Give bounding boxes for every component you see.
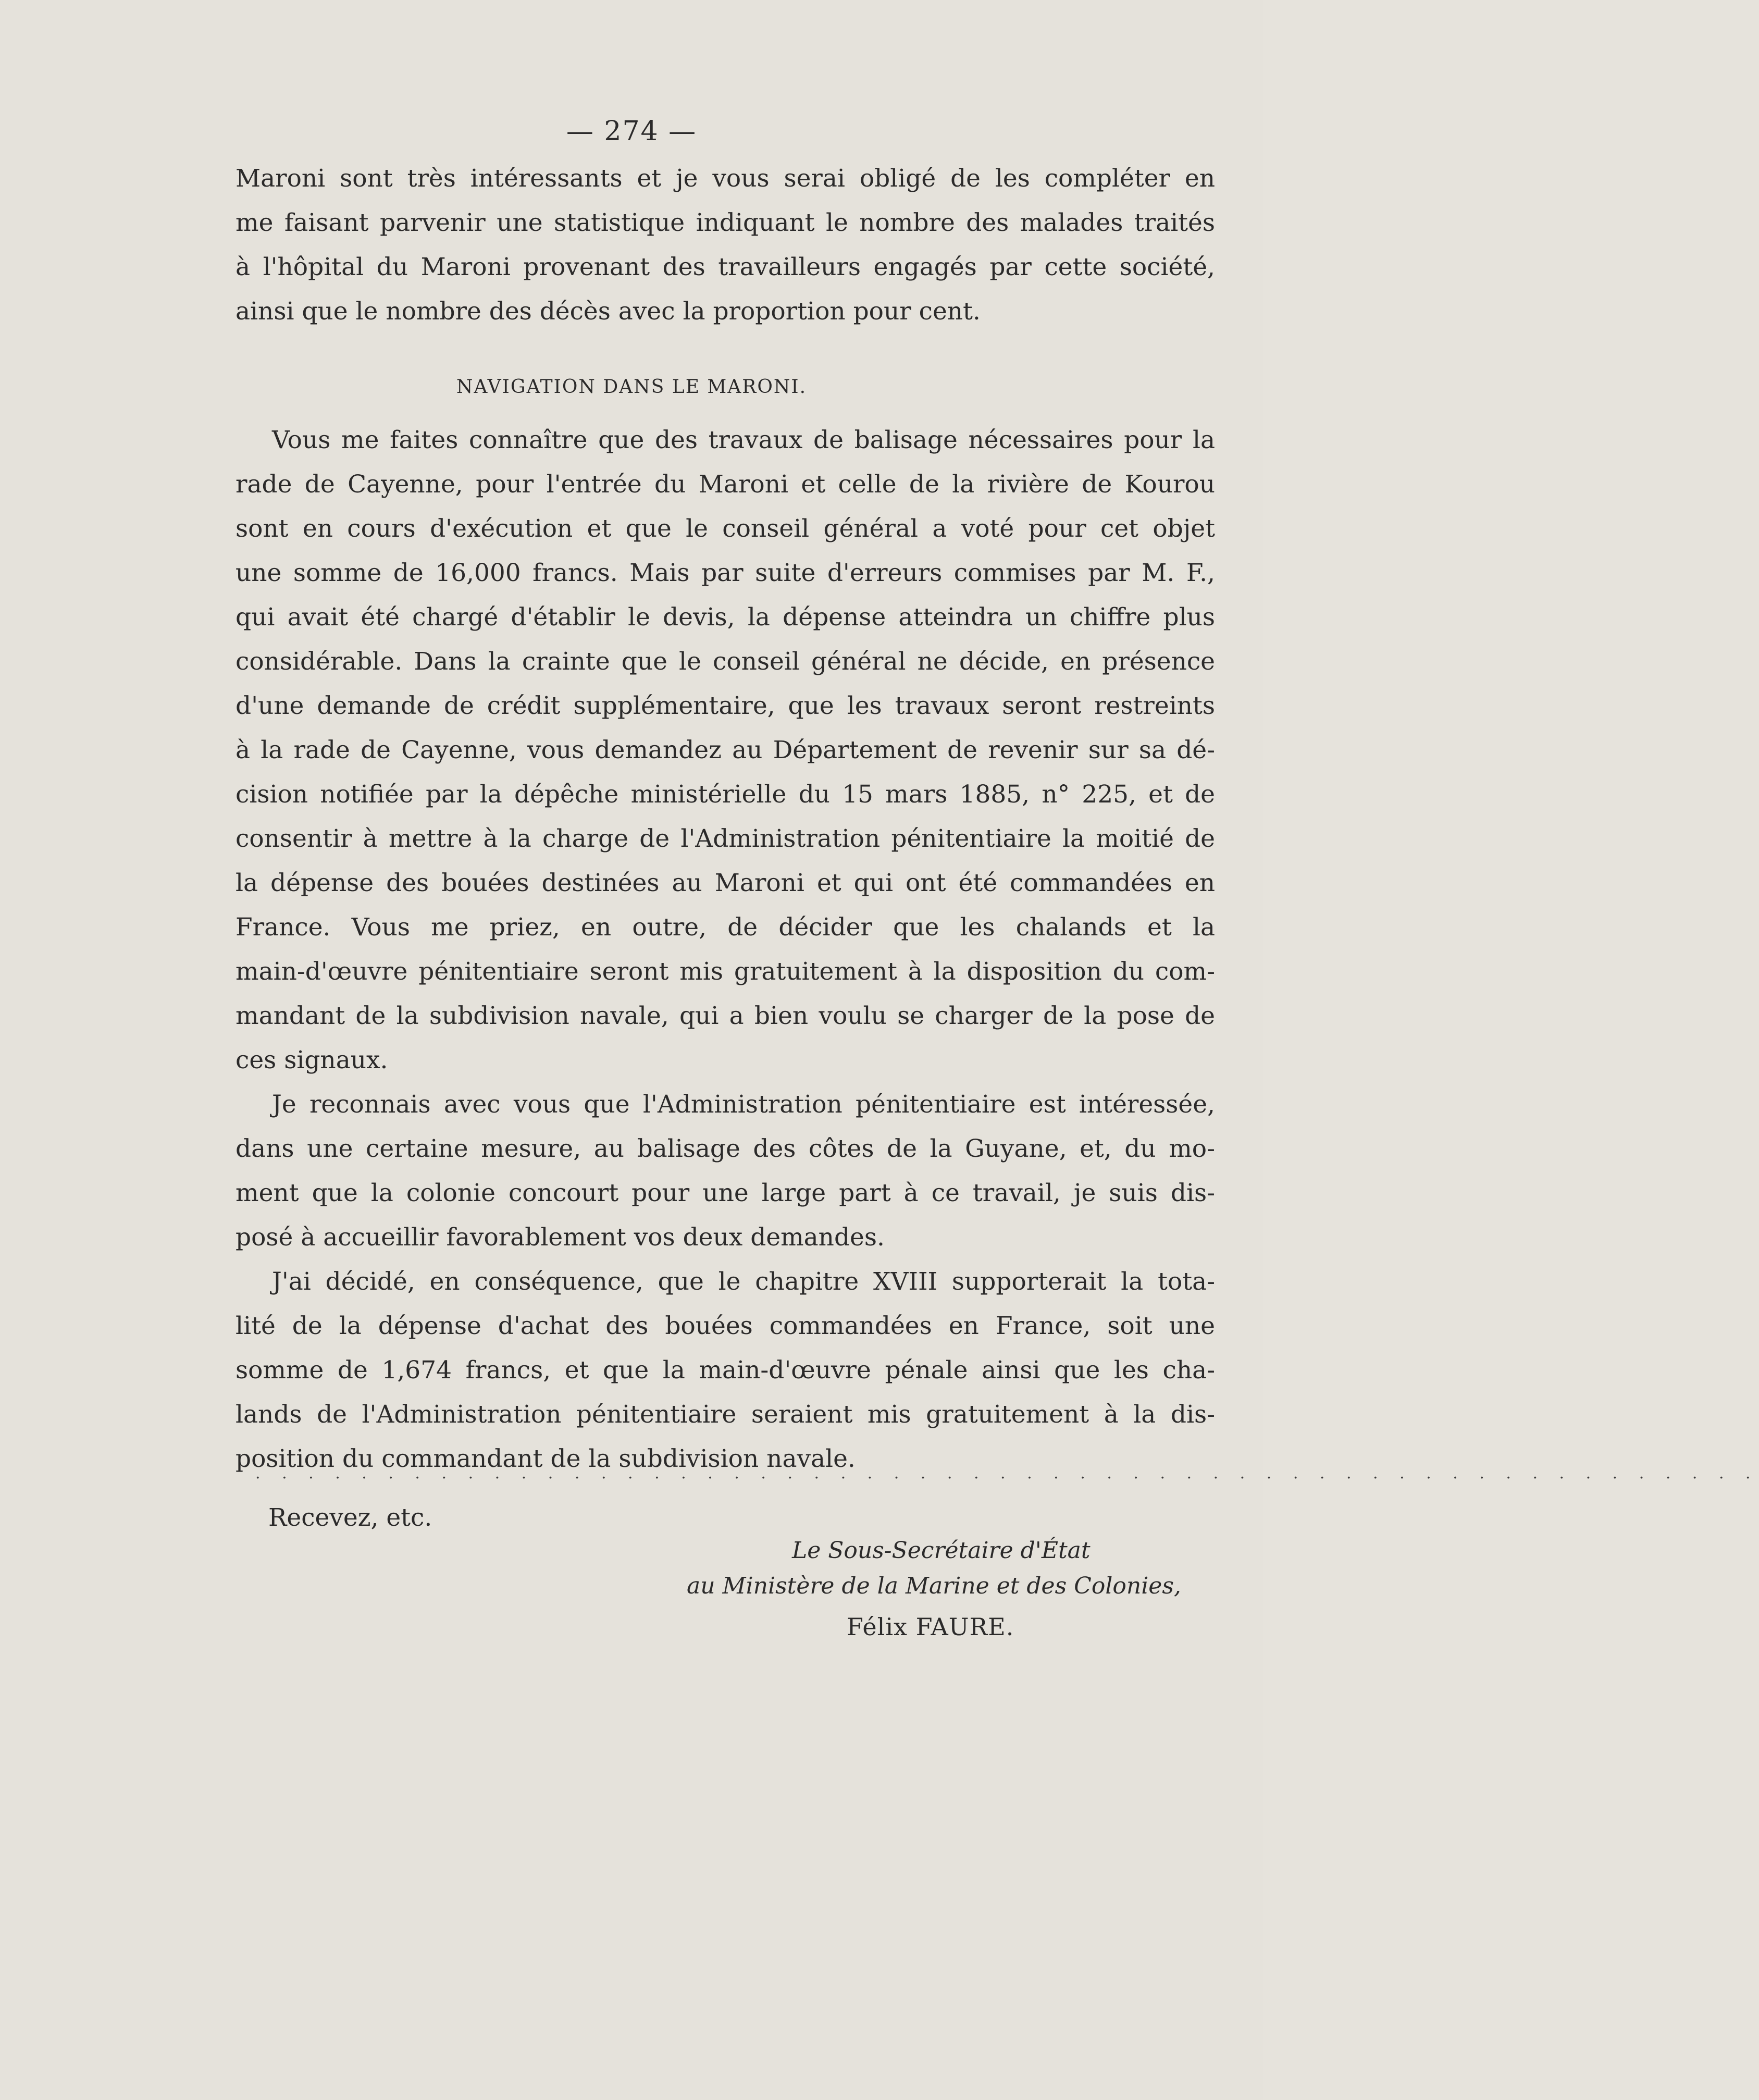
text-line: France. Vous me priez, en outre, de décider que les chalands et la	[236, 913, 1215, 942]
text-line: Vous me faites connaître que des travaux de balisage nécessaires pour la	[272, 426, 1215, 454]
text-line: ainsi que le nombre des décès avec la proportion pour cent.	[236, 297, 981, 326]
text-line: somme de 1,674 francs, et que la main-d'œuvre pénale ainsi que les cha-	[236, 1356, 1215, 1385]
text-line: cision notifiée par la dépêche ministérielle du 15 mars 1885, n° 225, et de	[236, 780, 1215, 809]
text-line: qui avait été chargé d'établir le devis, la dépense atteindra un chiffre plus	[236, 603, 1215, 632]
page-number: — 274 —	[566, 116, 697, 147]
dotted-separator: . . . . . . . . . . . . . . . . . . . . . . . . . . . . . . . . . . . . . . . . . . . . . . . . . . . . . . . . .	[255, 1464, 1759, 1483]
text-line: ment que la colonie concourt pour une large part à ce travail, je suis dis-	[236, 1179, 1215, 1207]
signatory-title-line2: au Ministère de la Marine et des Colonies,	[687, 1573, 1181, 1599]
text-line: ces signaux.	[236, 1046, 388, 1074]
text-line: lands de l'Administration pénitentiaire seraient mis gratuitement à la dis-	[236, 1400, 1215, 1429]
signatory-title-line1: Le Sous-Secrétaire d'État	[792, 1537, 1091, 1564]
text-line: Maroni sont très intéressants et je vous serai obligé de les compléter en	[236, 164, 1215, 193]
intro-paragraph	[236, 156, 1215, 333]
text-line: me faisant parvenir une statistique indiquant le nombre des malades traités	[236, 208, 1215, 237]
text-line: rade de Cayenne, pour l'entrée du Maroni et celle de la rivière de Kourou	[236, 470, 1215, 499]
text-line: considérable. Dans la crainte que le conseil général ne décide, en présence	[236, 647, 1215, 676]
section-heading: NAVIGATION DANS LE MARONI.	[456, 376, 807, 398]
body-text	[236, 418, 1759, 1483]
text-line: posé à accueillir favorablement vos deux demandes.	[236, 1223, 885, 1252]
text-line: à la rade de Cayenne, vous demandez au Département de revenir sur sa dé-	[236, 736, 1215, 764]
text-line: lité de la dépense d'achat des bouées commandées en France, soit une	[236, 1312, 1215, 1340]
text-line: une somme de 16,000 francs. Mais par suite d'erreurs commises par M. F.,	[236, 559, 1215, 587]
closing-salutation: Recevez, etc.	[268, 1503, 432, 1532]
signatory-name: Félix FAURE.	[847, 1613, 1014, 1641]
text-line: J'ai décidé, en conséquence, que le chapitre XVIII supporterait la tota-	[272, 1267, 1215, 1296]
text-line: la dépense des bouées destinées au Maroni et qui ont été commandées en	[236, 869, 1215, 897]
text-line: consentir à mettre à la charge de l'Administration pénitentiaire la moitié de	[236, 824, 1215, 853]
text-line: sont en cours d'exécution et que le conseil général a voté pour cet objet	[236, 514, 1215, 543]
text-line: Je reconnais avec vous que l'Administration pénitentiaire est intéressée,	[272, 1090, 1215, 1119]
text-line: à l'hôpital du Maroni provenant des travailleurs engagés par cette société,	[236, 253, 1215, 281]
text-line: d'une demande de crédit supplémentaire, que les travaux seront restreints	[236, 691, 1215, 720]
text-line: main-d'œuvre pénitentiaire seront mis gratuitement à la disposition du com-	[236, 957, 1215, 986]
text-line: dans une certaine mesure, au balisage des côtes de la Guyane, et, du mo-	[236, 1134, 1215, 1163]
text-line: mandant de la subdivision navale, qui a bien voulu se charger de la pose de	[236, 1002, 1215, 1030]
text-line: position du commandant de la subdivision navale.	[236, 1444, 856, 1473]
